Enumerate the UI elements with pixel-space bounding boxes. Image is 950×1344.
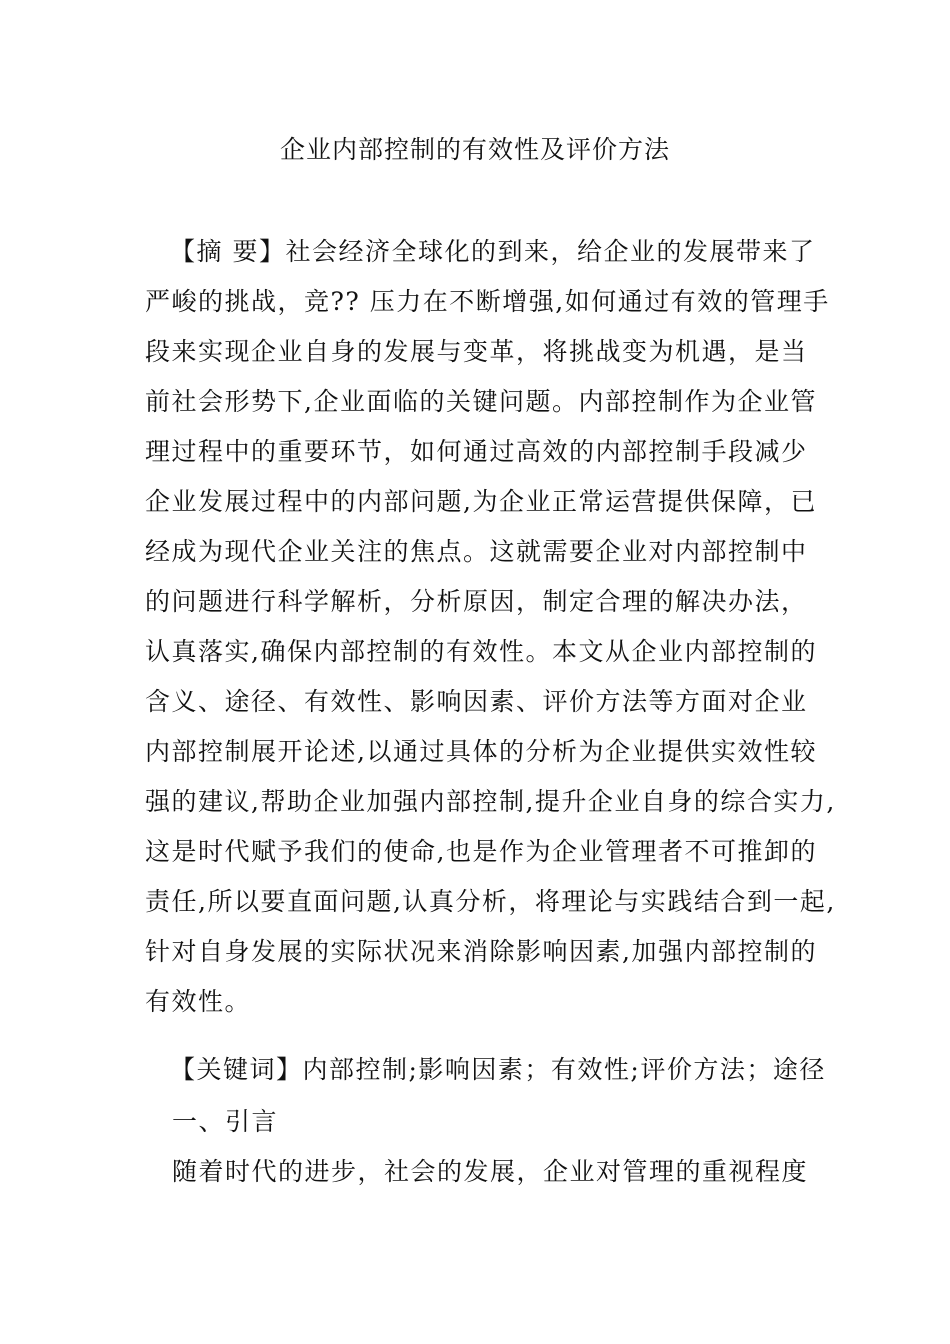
body-paragraph-line: 随着时代的进步，社会的发展，企业对管理的重视程度 <box>172 1157 809 1186</box>
abstract-line: 强的建议,帮助企业加强内部控制,提升企业自身的综合实力, <box>145 787 836 816</box>
abstract-line: 含义、途径、有效性、影响因素、评价方法等方面对企业 <box>145 687 808 716</box>
abstract-line: 段来实现企业自身的发展与变革，将挑战变为机遇，是当 <box>145 337 808 366</box>
abstract-line: 的问题进行科学解析，分析原因，制定合理的解决办法， <box>145 587 808 616</box>
abstract-line: 这是时代赋予我们的使命,也是作为企业管理者不可推卸的 <box>145 837 817 866</box>
abstract-line: 经成为现代企业关注的焦点。这就需要企业对内部控制中 <box>145 537 808 566</box>
abstract-line: 针对自身发展的实际状况来消除影响因素,加强内部控制的 <box>145 937 817 966</box>
abstract-line: 责任,所以要直面问题,认真分析，将理论与实践结合到一起, <box>145 887 836 916</box>
abstract-line: 严峻的挑战，竞?? 压力在不断增强,如何通过有效的管理手 <box>145 287 830 316</box>
abstract-line: 有效性。 <box>145 987 252 1016</box>
keywords-line: 【关键词】内部控制;影响因素；有效性;评价方法；途径 <box>170 1055 826 1084</box>
section-heading: 一、引言 <box>172 1107 279 1136</box>
document-title: 企业内部控制的有效性及评价方法 <box>279 135 670 164</box>
abstract-line: 认真落实,确保内部控制的有效性。本文从企业内部控制的 <box>145 637 817 666</box>
abstract-line: 【摘 要】社会经济全球化的到来，给企业的发展带来了 <box>170 237 816 266</box>
abstract-line: 内部控制展开论述,以通过具体的分析为企业提供实效性较 <box>145 737 817 766</box>
abstract-line: 理过程中的重要环节，如何通过高效的内部控制手段减少 <box>145 437 808 466</box>
abstract-line: 前社会形势下,企业面临的关键问题。内部控制作为企业管 <box>145 387 817 416</box>
abstract-line: 企业发展过程中的内部问题,为企业正常运营提供保障，已 <box>145 487 817 516</box>
